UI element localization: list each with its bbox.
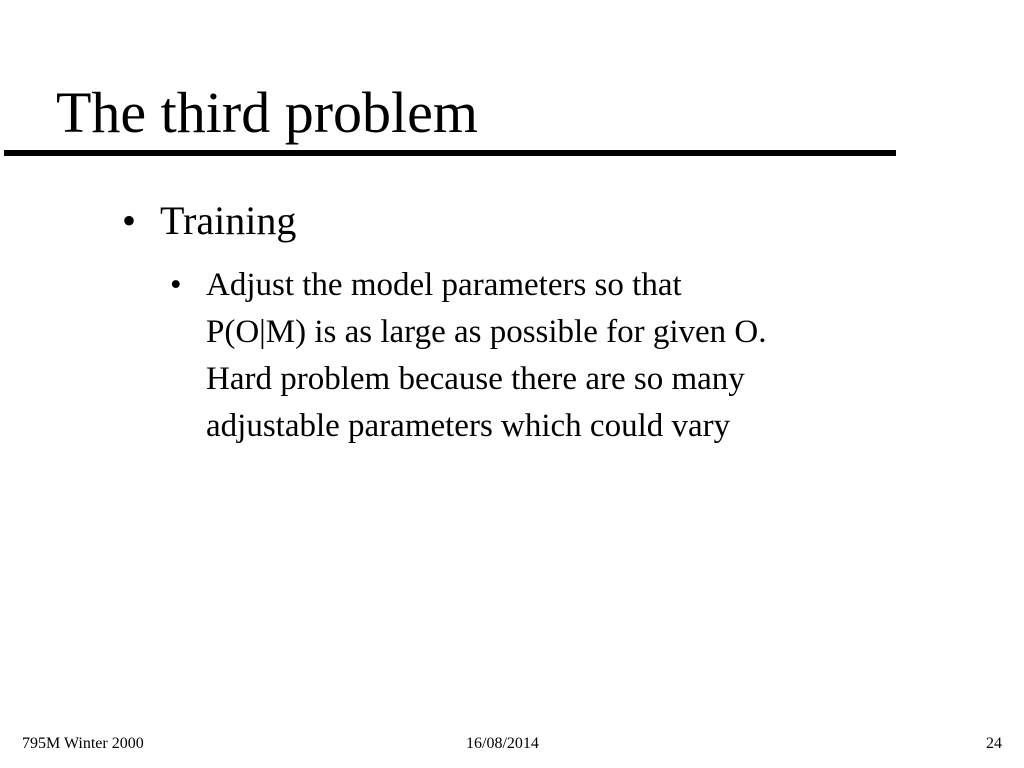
sub-bullet-line-4: adjustable parameters which could vary [206,408,731,444]
sub-bullet-line-3: Hard problem because there are so many [206,361,745,397]
footer-course: 795M Winter 2000 [22,735,144,752]
footer-page-number: 24 [986,735,1002,752]
sub-bullet-line-2: P(O|M) is as large as possible for given O. [206,314,767,350]
footer-date: 16/08/2014 [466,735,539,752]
sub-bullet-dot-icon: • [170,267,182,303]
sub-bullet-item [170,262,870,450]
bullet-item-training [122,196,296,246]
slide-title: The third problem [56,80,479,145]
bullet-text: Training [160,198,297,243]
bullet-dot-icon: • [122,198,137,243]
sub-bullet-line-1: Adjust the model parameters so that [206,267,682,303]
title-underline [4,150,896,156]
